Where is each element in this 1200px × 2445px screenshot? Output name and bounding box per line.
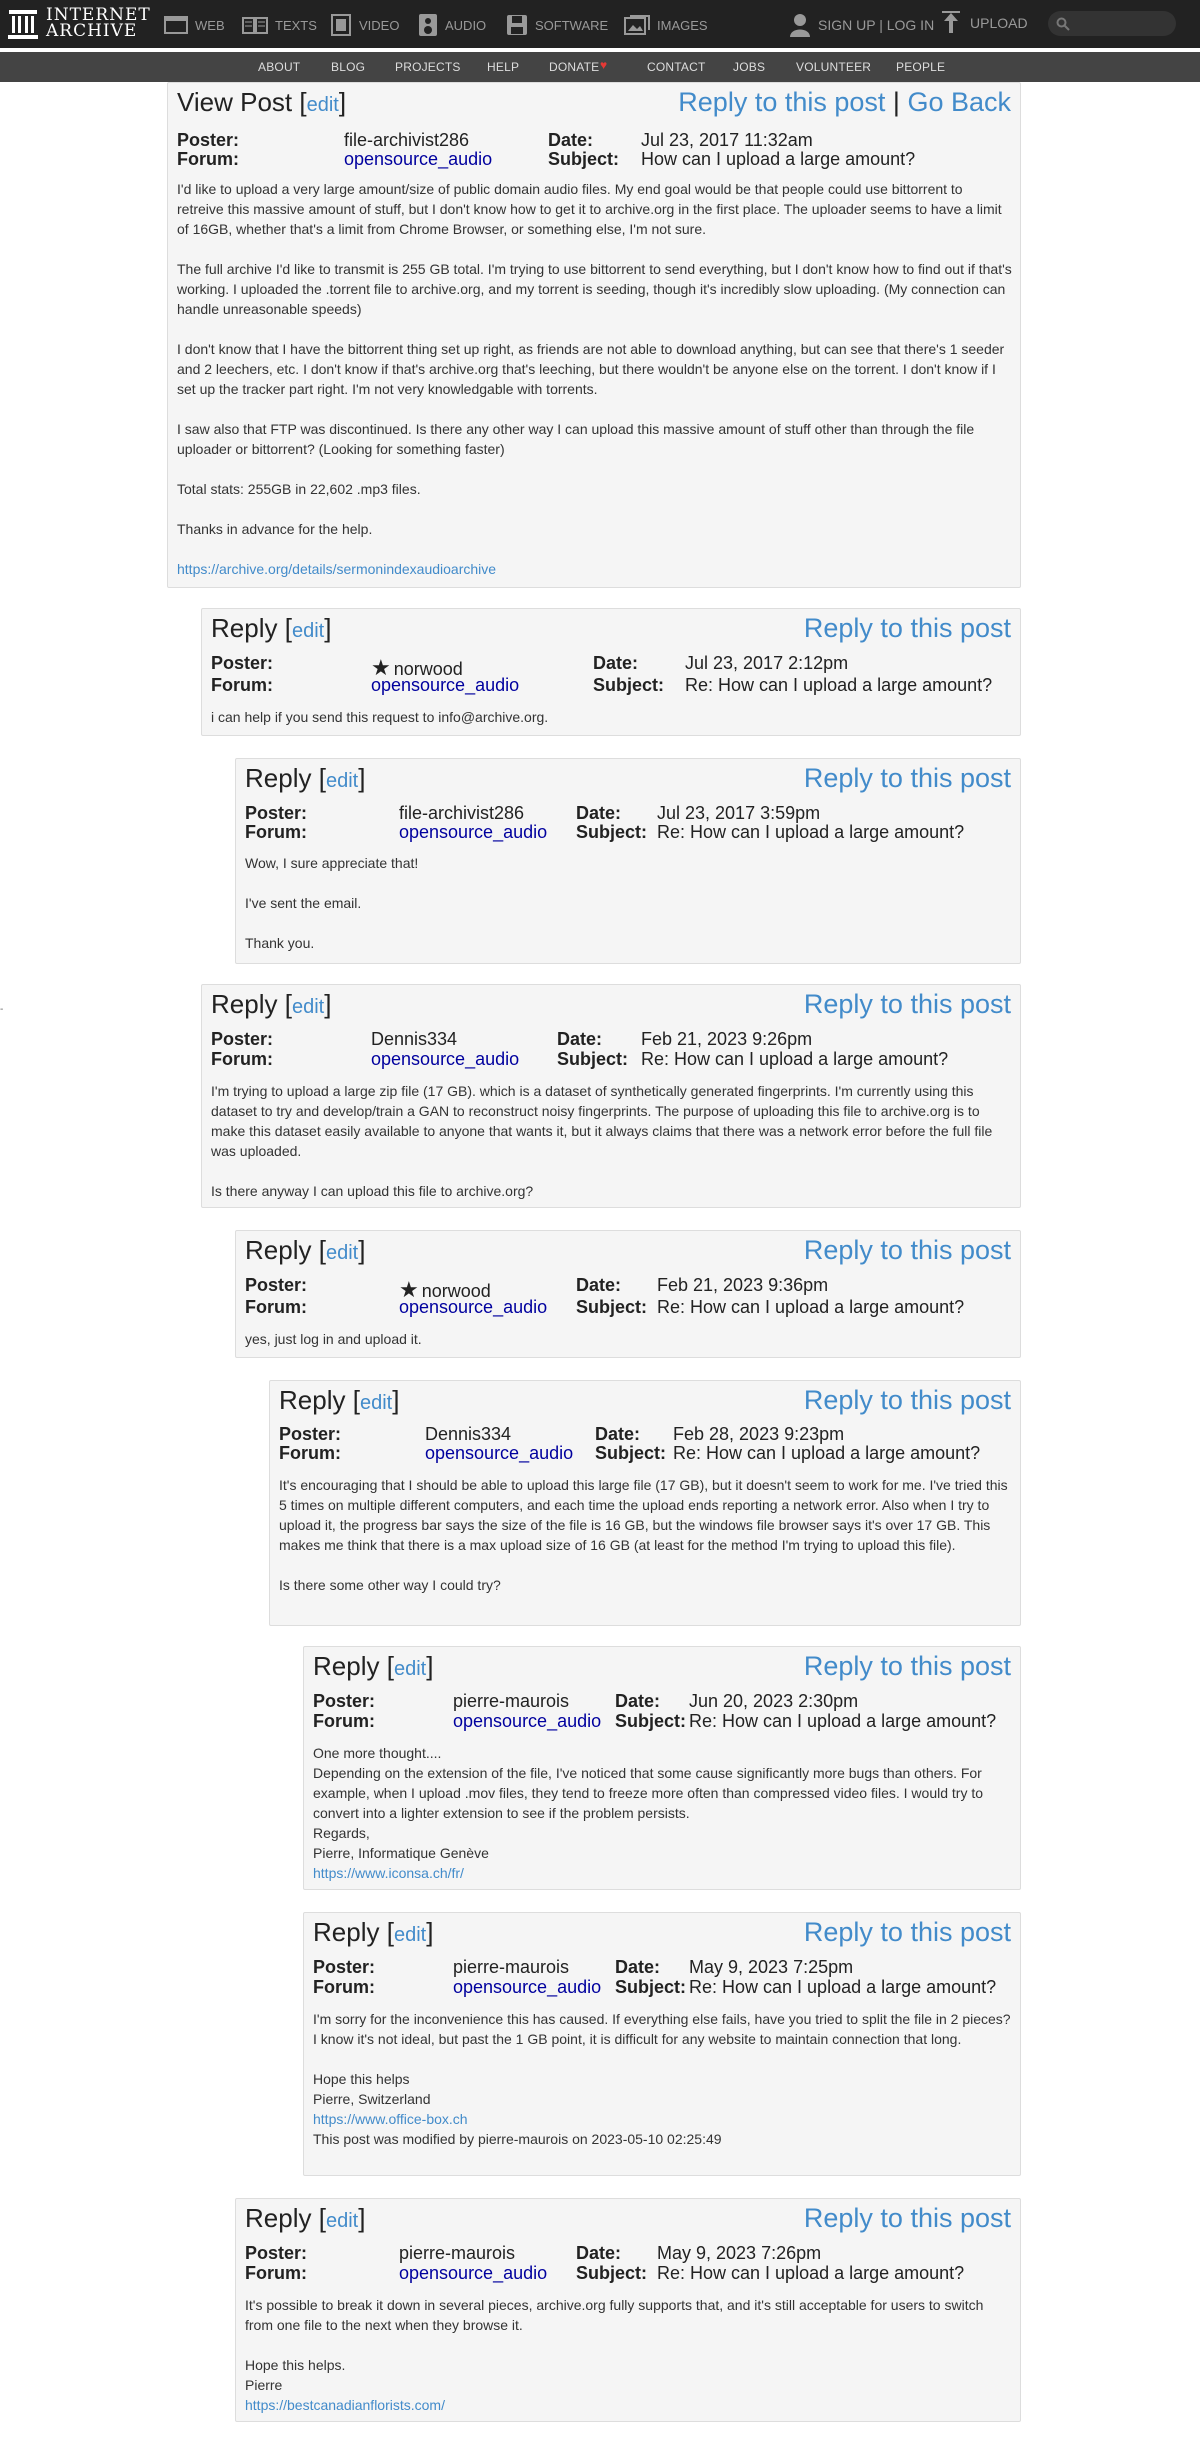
software-icon bbox=[506, 14, 528, 36]
nav-audio[interactable] bbox=[418, 12, 486, 38]
forum-label: Forum: bbox=[211, 675, 273, 695]
post-title: Reply bbox=[211, 613, 278, 643]
reply-to-post-link[interactable]: Reply to this post bbox=[803, 1651, 1011, 1681]
poster-name: Dennis334 bbox=[425, 1424, 512, 1444]
forum-label: Forum: bbox=[177, 149, 239, 169]
post-heading: Reply [edit] bbox=[211, 613, 332, 643]
reply-post bbox=[235, 1230, 1021, 1358]
post-title: Reply bbox=[313, 1651, 380, 1681]
forum-link[interactable]: opensource_audio bbox=[399, 822, 548, 842]
post-subject: Re: How can I upload a large amount? bbox=[689, 1977, 997, 1997]
post-subject: Re: How can I upload a large amount? bbox=[657, 2263, 965, 2283]
star-icon: ★ bbox=[399, 1277, 419, 1302]
post-paragraph: yes, just log in and upload it. bbox=[245, 1331, 422, 1347]
post-paragraph: Is there anyway I can upload this file to archive.org? bbox=[211, 1183, 534, 1199]
post-paragraph: I saw also that FTP was discontinued. Is there any other way I can upload this massive amount of stuff other than through the file uploader or bittorrent? (Looking for something faster) bbox=[177, 421, 975, 457]
post-subject: Re: How can I upload a large amount? bbox=[641, 1049, 949, 1069]
reply-post bbox=[201, 984, 1021, 1208]
subnav-help[interactable]: HELP bbox=[487, 60, 520, 74]
poster-label: Poster: bbox=[177, 130, 240, 150]
post-link[interactable]: https://www.office-box.ch bbox=[313, 2111, 468, 2127]
forum-link[interactable]: opensource_audio bbox=[344, 149, 493, 169]
post-line: Depending on the extension of the file, I've noticed that some cause significantly more bugs than others. For example, when I upload .mov files, they tend to freeze more often than compressed video files. I would try to convert into a lighter extension to see if the problem persists. bbox=[313, 1765, 984, 1821]
date-label: Date: bbox=[576, 803, 622, 823]
search-icon bbox=[1056, 17, 1070, 31]
nav-video-label: VIDEO bbox=[359, 17, 400, 33]
post-date: Jul 23, 2017 2:12pm bbox=[685, 653, 849, 673]
edit-link[interactable]: edit bbox=[291, 996, 325, 1018]
subnav-contact[interactable]: CONTACT bbox=[647, 60, 706, 74]
post-line: Hope this helps bbox=[313, 2071, 410, 2087]
reply-to-post-link[interactable]: Reply to this post bbox=[803, 1917, 1011, 1947]
post-link[interactable]: https://www.iconsa.ch/fr/ bbox=[313, 1865, 464, 1881]
subnav-blog[interactable]: BLOG bbox=[331, 60, 366, 74]
date-label: Date: bbox=[595, 1424, 641, 1444]
poster-name: pierre-maurois bbox=[399, 2243, 516, 2263]
subnav-donate[interactable]: DONATE bbox=[549, 60, 600, 74]
forum-label: Forum: bbox=[245, 822, 307, 842]
forum-link[interactable]: opensource_audio bbox=[371, 675, 520, 695]
post-title: Reply bbox=[245, 763, 312, 793]
forum-link[interactable]: opensource_audio bbox=[371, 1049, 520, 1069]
poster-name: pierre-maurois bbox=[453, 1957, 570, 1977]
post-body bbox=[211, 707, 1011, 727]
logo-line-2: ARCHIVE bbox=[46, 21, 138, 41]
user-icon bbox=[790, 13, 810, 37]
subject-label: Subject: bbox=[576, 2263, 648, 2283]
modified-note: This post was modified by pierre-maurois on 2023-05-10 02:25:49 bbox=[313, 2131, 722, 2147]
poster-label: Poster: bbox=[313, 1957, 376, 1977]
top-nav bbox=[0, 0, 1200, 48]
poster-name: file-archivist286 bbox=[399, 803, 525, 823]
post-title: View Post bbox=[177, 87, 293, 117]
post-date: Feb 28, 2023 9:23pm bbox=[673, 1424, 845, 1444]
post-paragraph: I'd like to upload a very large amount/size of public domain audio files. My end goal would be that people could use bittorrent to retreive this massive amount of stuff, but I don't know how to get it to archive.org in the first place. The uploader seems to have a limit of 16GB, whether that's a limit from Chrome Browser, or something else, I'm not sure. bbox=[177, 181, 1002, 237]
post-line: Pierre, Switzerland bbox=[313, 2091, 431, 2107]
date-label: Date: bbox=[615, 1957, 661, 1977]
subnav-about[interactable]: ABOUT bbox=[258, 60, 301, 74]
archive-building-icon bbox=[8, 8, 38, 40]
reply-to-post-link[interactable]: Reply to this post bbox=[803, 989, 1011, 1019]
texts-icon bbox=[242, 15, 268, 35]
donate-heart-icon: ♥ bbox=[600, 58, 608, 72]
subnav-projects[interactable]: PROJECTS bbox=[395, 60, 461, 74]
post-title: Reply bbox=[245, 2203, 312, 2233]
post-title: Reply bbox=[279, 1385, 346, 1415]
sign-up-label: SIGN UP | LOG IN bbox=[818, 17, 935, 33]
sign-up-login-link[interactable] bbox=[790, 12, 934, 38]
post-heading: Reply [edit] bbox=[245, 2203, 366, 2233]
subject-label: Subject: bbox=[548, 149, 620, 169]
subject-label: Subject: bbox=[557, 1049, 629, 1069]
subnav-volunteer[interactable]: VOLUNTEER bbox=[796, 60, 872, 74]
forum-link[interactable]: opensource_audio bbox=[399, 1297, 548, 1317]
post-title: Reply bbox=[245, 1235, 312, 1265]
poster-label: Poster: bbox=[313, 1691, 376, 1711]
post-subject: How can I upload a large amount? bbox=[641, 149, 916, 169]
post-date: May 9, 2023 7:26pm bbox=[657, 2243, 822, 2263]
nav-web[interactable] bbox=[164, 12, 225, 38]
post-paragraph: Is there some other way I could try? bbox=[279, 1577, 501, 1593]
reply-post bbox=[235, 2198, 1021, 2422]
edit-link[interactable]: edit bbox=[291, 620, 325, 642]
forum-label: Forum: bbox=[313, 1977, 375, 1997]
nav-texts-label: TEXTS bbox=[275, 17, 317, 33]
post-line: One more thought.... bbox=[313, 1745, 442, 1761]
post-heading: Reply [edit] bbox=[279, 1385, 400, 1415]
post-line: Hope this helps. bbox=[245, 2357, 346, 2373]
images-icon bbox=[624, 15, 650, 35]
margin-mark: - bbox=[0, 1004, 4, 1015]
post-paragraph: Thank you. bbox=[245, 935, 315, 951]
post-line: Pierre, Informatique Genève bbox=[313, 1845, 489, 1861]
post-paragraph: I'm sorry for the inconvenience this has caused. If everything else fails, have you tried to split the file in 2 pieces? I know it's not ideal, but past the 1 GB point, it is difficult for any website to maintain connection that long. bbox=[313, 2011, 1011, 2047]
upload-link[interactable] bbox=[942, 10, 1028, 36]
post-paragraph: I've sent the email. bbox=[245, 895, 362, 911]
edit-link[interactable]: edit bbox=[393, 1924, 427, 1946]
edit-link[interactable]: edit bbox=[359, 1392, 393, 1414]
subject-label: Subject: bbox=[615, 1711, 687, 1731]
poster-label: Poster: bbox=[279, 1424, 342, 1444]
post-date: Jul 23, 2017 3:59pm bbox=[657, 803, 821, 823]
post-heading: Reply [edit] bbox=[245, 1235, 366, 1265]
forum-label: Forum: bbox=[245, 1297, 307, 1317]
poster-label: Poster: bbox=[245, 803, 308, 823]
post-subject: Re: How can I upload a large amount? bbox=[657, 1297, 965, 1317]
post-body bbox=[245, 1329, 1011, 1349]
upload-label: UPLOAD bbox=[970, 15, 1028, 31]
reply-post bbox=[269, 1380, 1021, 1626]
star-icon: ★ bbox=[371, 655, 391, 680]
post-date: May 9, 2023 7:25pm bbox=[689, 1957, 854, 1977]
sub-nav bbox=[0, 52, 1200, 82]
post-paragraph: Wow, I sure appreciate that! bbox=[245, 855, 419, 871]
date-label: Date: bbox=[593, 653, 639, 673]
post-subject: Re: How can I upload a large amount? bbox=[685, 675, 993, 695]
subject-label: Subject: bbox=[576, 822, 648, 842]
post-title: Reply bbox=[211, 989, 278, 1019]
reply-to-post-link[interactable]: Reply to this post bbox=[803, 763, 1011, 793]
post-paragraph: Thanks in advance for the help. bbox=[177, 521, 373, 537]
search-box[interactable] bbox=[1048, 11, 1176, 36]
subject-label: Subject: bbox=[593, 675, 665, 695]
web-icon bbox=[164, 15, 188, 35]
poster-username: norwood bbox=[421, 1281, 491, 1301]
subnav-people[interactable]: PEOPLE bbox=[896, 60, 946, 74]
post-date: Jul 23, 2017 11:32am bbox=[641, 130, 813, 150]
edit-link[interactable]: edit bbox=[306, 94, 339, 116]
forum-link[interactable]: opensource_audio bbox=[425, 1443, 574, 1463]
internet-archive-logo[interactable] bbox=[8, 5, 151, 42]
logo-text bbox=[46, 7, 151, 39]
date-label: Date: bbox=[557, 1029, 603, 1049]
nav-images[interactable] bbox=[624, 12, 708, 38]
edit-link[interactable]: edit bbox=[325, 1242, 359, 1264]
post-date: Feb 21, 2023 9:26pm bbox=[641, 1029, 813, 1049]
post-link[interactable]: https://archive.org/details/sermonindexaudioarchive bbox=[177, 561, 497, 577]
nav-video[interactable] bbox=[330, 12, 399, 38]
post-body bbox=[177, 179, 1013, 579]
post-body bbox=[279, 1475, 1011, 1595]
forum-label: Forum: bbox=[313, 1711, 375, 1731]
go-back-link[interactable]: Go Back bbox=[907, 87, 1011, 117]
poster-username: norwood bbox=[393, 659, 463, 679]
post-body bbox=[313, 1743, 1011, 1883]
post-link[interactable]: https://bestcanadianflorists.com/ bbox=[245, 2397, 445, 2413]
post-line: Pierre bbox=[245, 2377, 283, 2393]
post-subject: Re: How can I upload a large amount? bbox=[657, 822, 965, 842]
poster-label: Poster: bbox=[245, 1275, 308, 1295]
forum-label: Forum: bbox=[279, 1443, 341, 1463]
forum-link[interactable]: opensource_audio bbox=[399, 2263, 548, 2283]
post-heading: Reply [edit] bbox=[245, 763, 366, 793]
post-paragraph: The full archive I'd like to transmit is 255 GB total. I'm trying to use bittorrent to send everything, but I don't know how to find out if that's working. I uploaded the .torrent file to archive.org, and my torrent is seeding, though it's incredibly slow uploading. (My connection can handle unreasonable speeds) bbox=[177, 261, 1012, 317]
poster-label: Poster: bbox=[211, 1029, 274, 1049]
reply-post bbox=[303, 1646, 1021, 1890]
nav-software[interactable] bbox=[506, 12, 608, 38]
post-date: Jun 20, 2023 2:30pm bbox=[689, 1691, 859, 1711]
date-label: Date: bbox=[576, 2243, 622, 2263]
post-body bbox=[245, 2295, 1011, 2415]
post-heading: Reply [edit] bbox=[313, 1651, 434, 1681]
reply-to-post-link[interactable]: Reply to this post bbox=[678, 87, 886, 117]
post-title: Reply bbox=[313, 1917, 380, 1947]
nav-texts[interactable] bbox=[242, 12, 317, 38]
post-heading: View Post [edit] bbox=[177, 87, 347, 117]
post-subject: Re: How can I upload a large amount? bbox=[673, 1443, 981, 1463]
date-label: Date: bbox=[548, 130, 594, 150]
poster-name: Dennis334 bbox=[371, 1029, 458, 1049]
poster-name: pierre-maurois bbox=[453, 1691, 570, 1711]
reply-post bbox=[201, 608, 1021, 736]
edit-link[interactable]: edit bbox=[325, 770, 359, 792]
separator: | bbox=[892, 87, 900, 117]
reply-to-post-link[interactable]: Reply to this post bbox=[803, 613, 1011, 643]
reply-to-post-link[interactable]: Reply to this post bbox=[803, 1235, 1011, 1265]
subject-label: Subject: bbox=[576, 1297, 648, 1317]
poster-label: Poster: bbox=[245, 2243, 308, 2263]
post-body bbox=[313, 2009, 1011, 2149]
subject-label: Subject: bbox=[615, 1977, 687, 1997]
audio-icon bbox=[418, 13, 438, 37]
nav-web-label: WEB bbox=[195, 17, 225, 33]
post-paragraph: I don't know that I have the bittorrent thing set up right, as friends are not able to download anything, but can see that there's 1 seeder and 2 leechers, etc. I don't know if that's archive.org that's leeching, but there wouldn't be anyone else on the torrent. I don't know if I set up the tracker part right. I'm not very knowledgable with torrents. bbox=[177, 341, 1005, 397]
post-body bbox=[211, 1081, 1011, 1201]
date-label: Date: bbox=[576, 1275, 622, 1295]
forum-label: Forum: bbox=[245, 2263, 307, 2283]
post-date: Feb 21, 2023 9:36pm bbox=[657, 1275, 829, 1295]
reply-to-post-link[interactable]: Reply to this post bbox=[803, 1385, 1011, 1415]
forum-link[interactable]: opensource_audio bbox=[453, 1977, 602, 1997]
edit-link[interactable]: edit bbox=[393, 1658, 427, 1680]
nav-audio-label: AUDIO bbox=[445, 17, 487, 33]
upload-icon bbox=[942, 11, 960, 35]
post-line: Regards, bbox=[313, 1825, 370, 1841]
forum-label: Forum: bbox=[211, 1049, 273, 1069]
post-paragraph: Total stats: 255GB in 22,602 .mp3 files. bbox=[177, 481, 421, 497]
post-paragraph: I'm trying to upload a large zip file (17 GB). which is a dataset of synthetically generated fingerprints. I'm currently using this dataset to try and develop/train a GAN to reconstruct noisy fingerprints. The purpose of uploading this file to archive.org is to make this dataset easily available to anyone that wants it, but it always claims that there was a network error before the full file was uploaded. bbox=[211, 1083, 993, 1159]
date-label: Date: bbox=[615, 1691, 661, 1711]
view-post bbox=[167, 82, 1021, 588]
post-paragraph: i can help if you send this request to info@archive.org. bbox=[211, 709, 549, 725]
post-body bbox=[245, 853, 1011, 953]
forum-link[interactable]: opensource_audio bbox=[453, 1711, 602, 1731]
post-subject: Re: How can I upload a large amount? bbox=[689, 1711, 997, 1731]
poster-name: file-archivist286 bbox=[344, 130, 470, 150]
nav-software-label: SOFTWARE bbox=[535, 17, 609, 33]
post-paragraph: It's possible to break it down in several pieces, archive.org fully supports that, and it's still acceptable for users to switch from one file to the next when they browse it. bbox=[245, 2297, 984, 2333]
subnav-jobs[interactable]: JOBS bbox=[733, 60, 766, 74]
post-actions bbox=[678, 87, 1011, 118]
post-heading: Reply [edit] bbox=[313, 1917, 434, 1947]
post-paragraph: It's encouraging that I should be able to upload this large file (17 GB), but it doesn't seem to work for me. I've tried this 5 times on multiple different computers, and each time the upload ends reporting a network error. Also when I try to upload it, the progress bar says the size of the file is 16 GB, but the windows file browser says it's over 17 GB. This makes me think that there is a max upload size of 16 GB (at least for the method I'm trying to upload this file). bbox=[279, 1477, 1008, 1553]
video-icon bbox=[330, 14, 352, 36]
poster-label: Poster: bbox=[211, 653, 274, 673]
reply-post bbox=[235, 758, 1021, 964]
reply-to-post-link[interactable]: Reply to this post bbox=[803, 2203, 1011, 2233]
logo-line-1: INTERNET bbox=[46, 5, 151, 25]
nav-images-label: IMAGES bbox=[657, 17, 708, 33]
subject-label: Subject: bbox=[595, 1443, 667, 1463]
reply-post bbox=[303, 1912, 1021, 2176]
edit-link[interactable]: edit bbox=[325, 2210, 359, 2232]
post-heading: Reply [edit] bbox=[211, 989, 332, 1019]
